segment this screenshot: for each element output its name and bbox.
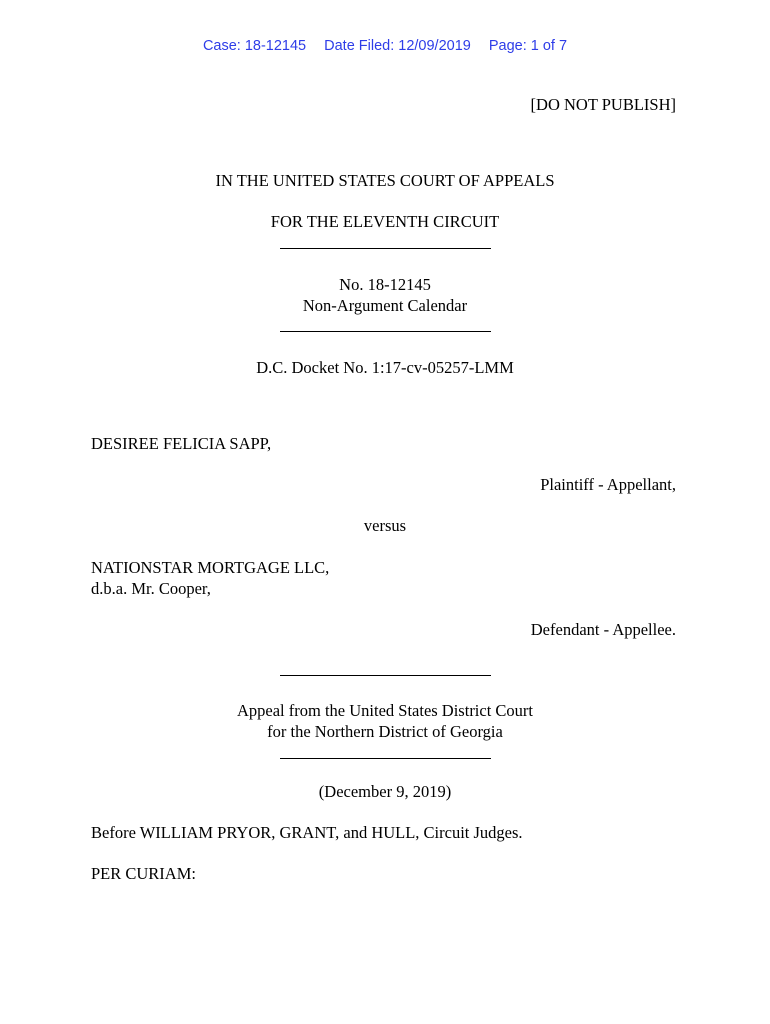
page-count-stamp: Page: 1 of 7 — [488, 38, 568, 54]
divider-2 — [280, 331, 491, 332]
court-name: IN THE UNITED STATES COURT OF APPEALS — [215, 171, 555, 190]
per-curiam-label: PER CURIAM: — [91, 864, 196, 883]
date-filed-stamp: Date Filed: 12/09/2019 — [324, 38, 471, 54]
appeal-source-line2: for the Northern District of Georgia — [267, 722, 503, 741]
plaintiff-name: DESIREE FELICIA SAPP, — [91, 434, 272, 453]
appeal-source-line1: Appeal from the United States District Court — [236, 701, 534, 720]
defendant-dba: d.b.a. Mr. Cooper, — [91, 579, 211, 598]
circuit-name: FOR THE ELEVENTH CIRCUIT — [270, 212, 500, 231]
calendar-type: Non-Argument Calendar — [302, 296, 468, 315]
plaintiff-role: Plaintiff - Appellant, — [540, 475, 676, 494]
case-number: No. 18-12145 — [339, 275, 431, 294]
versus-label: versus — [363, 516, 407, 535]
publish-note: [DO NOT PUBLISH] — [530, 95, 676, 114]
divider-1 — [280, 248, 491, 249]
panel-judges: Before WILLIAM PRYOR, GRANT, and HULL, Circuit Judges. — [91, 823, 523, 842]
defendant-name: NATIONSTAR MORTGAGE LLC, — [91, 558, 330, 577]
divider-3 — [280, 675, 491, 676]
decision-date: (December 9, 2019) — [318, 782, 452, 801]
divider-4 — [280, 758, 491, 759]
filing-header — [0, 38, 770, 54]
case-number-stamp: Case: 18-12145 — [202, 38, 307, 54]
defendant-role: Defendant - Appellee. — [530, 620, 676, 639]
docket-number: D.C. Docket No. 1:17-cv-05257-LMM — [256, 358, 514, 377]
